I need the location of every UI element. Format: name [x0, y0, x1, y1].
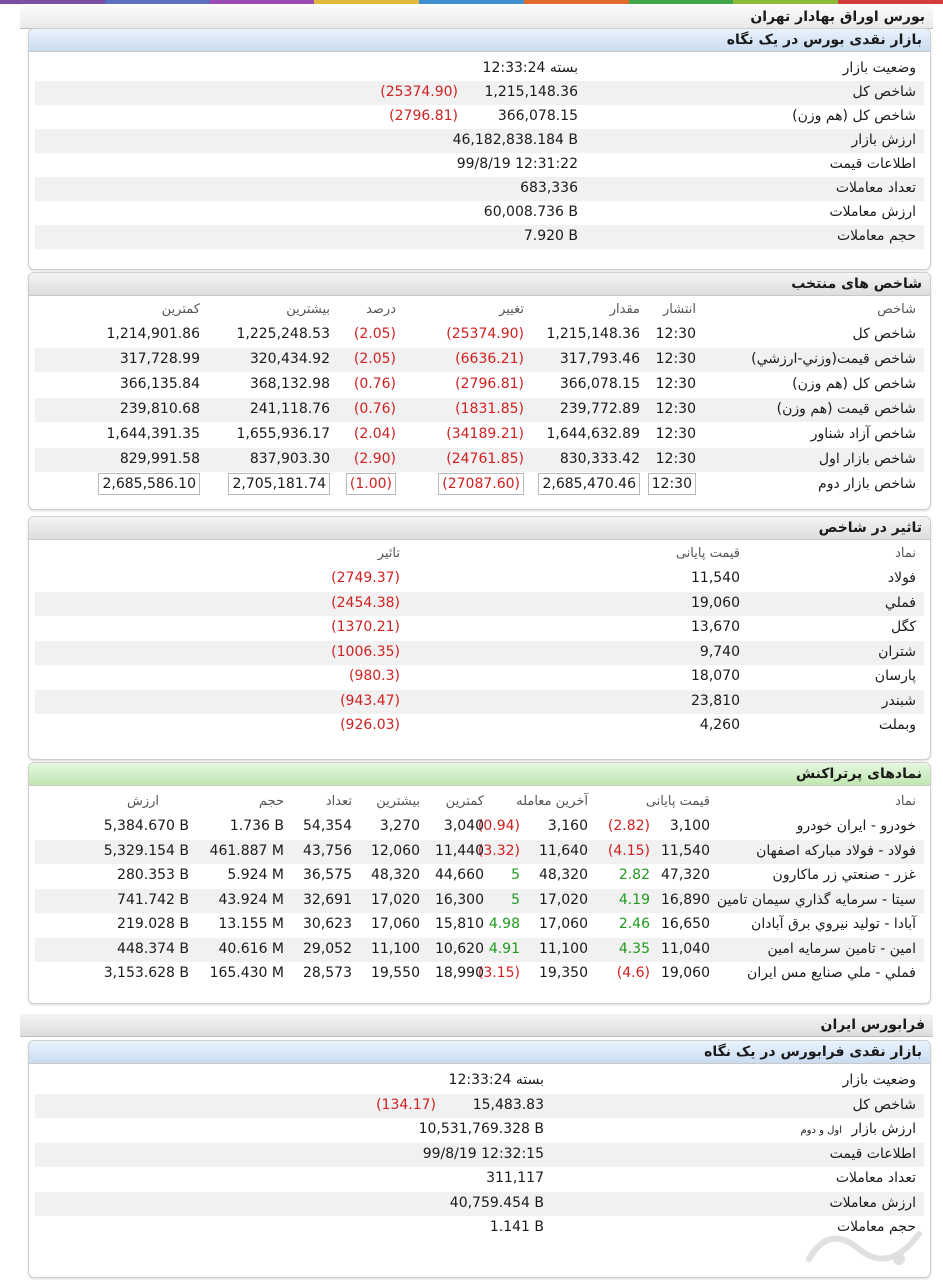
- index-high: 368,132.98: [249, 376, 330, 392]
- index-percent: (2.90): [353, 451, 396, 467]
- col-header-value: مقدار: [609, 302, 640, 317]
- farabourse-change: (134.17): [376, 1096, 436, 1113]
- farabourse-summary-title: بازار نقدی فرابورس در یک نگاه: [704, 1044, 922, 1060]
- index-percent: (2.04): [353, 426, 396, 442]
- index-change: (24761.85): [446, 451, 524, 467]
- col-header-high: بیشترین: [376, 794, 420, 809]
- index-low: 317,728.99: [119, 351, 200, 367]
- farabourse-value: 15,483.83: [472, 1096, 544, 1113]
- index-percent: (0.76): [353, 401, 396, 417]
- index-value: 239,772.89: [559, 401, 640, 417]
- index-change: (25374.90): [446, 326, 524, 342]
- active-close-change: 2.46: [618, 916, 650, 932]
- index-row: [35, 373, 924, 397]
- index-value: 830,333.42: [559, 451, 640, 467]
- impact-value: (2454.38): [331, 594, 400, 611]
- col-header-change: تغییر: [499, 302, 524, 317]
- farabourse-label: تعداد معاملات: [835, 1170, 916, 1186]
- active-value: 3,153.628 B: [103, 965, 189, 981]
- selected-indices-header: [29, 273, 930, 296]
- summary-label: تعداد معاملات: [835, 180, 916, 196]
- col-header-value: ارزش: [126, 794, 159, 809]
- active-close-price: 47,320: [661, 867, 710, 883]
- farabourse-value: 1.141 B: [489, 1219, 544, 1235]
- market-summary-title: بازار نقدی بورس در یک نگاه: [726, 32, 922, 48]
- index-high: 2,705,181.74: [228, 473, 330, 495]
- farabourse-title: فرابورس ایران: [820, 1017, 925, 1033]
- index-low: 1,644,391.35: [106, 426, 200, 442]
- summary-row: [35, 201, 924, 225]
- farabourse-value: 99/8/19 12:32:15: [422, 1145, 544, 1162]
- index-low: 239,810.68: [119, 401, 200, 417]
- impact-value: (2749.37): [331, 570, 400, 586]
- farabourse-row: [35, 1118, 924, 1142]
- index-time: 12:30: [655, 376, 696, 392]
- col-header-last-trade: آخرین معامله: [516, 794, 588, 809]
- index-name: شاخص کل: [852, 326, 916, 342]
- index-low: 2,685,586.10: [98, 473, 200, 495]
- farabourse-summary-header: [29, 1041, 930, 1064]
- active-last-change: 5: [511, 867, 520, 883]
- farabourse-value: 40,759.454 B: [449, 1194, 544, 1211]
- impact-value: (980.3): [348, 668, 400, 684]
- active-count: 43,756: [303, 842, 352, 859]
- active-header-row: [35, 791, 924, 815]
- active-value: 448.374 B: [117, 940, 189, 957]
- active-last-change: (0.94): [477, 818, 520, 834]
- farabourse-label: حجم معاملات: [836, 1219, 916, 1235]
- active-close-price: 16,890: [661, 891, 710, 908]
- summary-value: 683,336: [520, 180, 578, 196]
- watermark-logo: [799, 1214, 929, 1274]
- impact-row: [35, 567, 924, 591]
- active-low: 10,620: [435, 940, 484, 957]
- selected-indices-panel: [28, 272, 931, 510]
- index-change: (27087.60): [438, 473, 524, 495]
- impact-value: (1006.35): [331, 643, 400, 660]
- summary-label: حجم معاملات: [836, 228, 916, 244]
- summary-value: 1,215,148.36: [484, 84, 578, 100]
- index-value: 317,793.46: [559, 351, 640, 367]
- active-row[interactable]: [35, 962, 924, 986]
- impact-close-price: 13,670: [691, 619, 740, 635]
- active-high: 3,270: [379, 818, 420, 834]
- col-header-impact: تاثیر: [377, 546, 400, 561]
- col-header-symbol: نماد: [895, 546, 916, 561]
- active-high: 19,550: [371, 965, 420, 981]
- active-row[interactable]: [35, 938, 924, 962]
- farabourse-row: [35, 1094, 924, 1118]
- active-value: 280.353 B: [117, 867, 189, 883]
- index-high: 1,655,936.17: [236, 426, 330, 442]
- active-row[interactable]: [35, 913, 924, 937]
- active-close-price: 3,100: [669, 818, 710, 834]
- col-header-low: کمترین: [445, 794, 484, 809]
- index-impact-header: [29, 517, 930, 540]
- col-header-time: انتشار: [663, 302, 696, 317]
- summary-label: اطلاعات قیمت: [829, 156, 916, 172]
- index-value: 366,078.15: [559, 376, 640, 392]
- index-row: [35, 323, 924, 347]
- index-percent: (2.05): [353, 351, 396, 367]
- active-close-change: 2.82: [618, 867, 650, 883]
- top-color-strip: [0, 0, 943, 4]
- active-volume: 43.924 M: [218, 891, 284, 908]
- active-count: 36,575: [303, 867, 352, 883]
- active-count: 30,623: [303, 916, 352, 932]
- impact-close-price: 4,260: [699, 717, 740, 733]
- active-row[interactable]: [35, 815, 924, 839]
- active-high: 12,060: [371, 842, 420, 859]
- farabourse-row: [35, 1069, 924, 1093]
- index-name: شاخص قیمت(وزني-ارزشي): [751, 351, 916, 367]
- summary-value: 60,008.736 B: [483, 204, 578, 220]
- col-header-high: بیشترین: [286, 302, 330, 317]
- farabourse-label: اطلاعات قیمت: [829, 1145, 916, 1162]
- active-symbol: سيتا - سرمايه گذاري سيمان تامين: [716, 891, 916, 908]
- index-name: شاخص کل (هم وزن): [792, 376, 916, 392]
- impact-close-price: 19,060: [691, 594, 740, 611]
- farabourse-section-header: [20, 1014, 933, 1037]
- impact-value: (943.47): [340, 692, 400, 709]
- active-symbol: امين - تامين سرمايه امين: [767, 940, 916, 957]
- index-name: شاخص قیمت (هم وزن): [776, 401, 916, 417]
- active-row[interactable]: [35, 840, 924, 864]
- index-high: 837,903.30: [249, 451, 330, 467]
- index-change: (2796.81): [455, 376, 524, 392]
- impact-row: [35, 616, 924, 640]
- active-last-trade: 3,160: [547, 818, 588, 834]
- active-close-change: (4.15): [607, 842, 650, 859]
- active-last-change: (3.32): [477, 842, 520, 859]
- index-high: 320,434.92: [249, 351, 330, 367]
- farabourse-value: 311,117: [486, 1170, 544, 1186]
- most-active-panel: [28, 762, 931, 1004]
- impact-close-price: 9,740: [699, 643, 740, 660]
- market-summary-panel: [28, 28, 931, 270]
- active-symbol: فملي - ملي صنايع مس ايران: [747, 965, 916, 981]
- active-last-trade: 17,060: [539, 916, 588, 932]
- index-low: 1,214,901.86: [106, 326, 200, 342]
- impact-symbol: شبندر: [881, 692, 916, 709]
- index-value: 1,215,148.36: [546, 326, 640, 342]
- impact-row: [35, 592, 924, 616]
- summary-label: شاخص کل (هم وزن): [792, 108, 916, 124]
- active-close-price: 19,060: [661, 965, 710, 981]
- farabourse-summary-panel: [28, 1040, 931, 1278]
- index-time: 12:30: [648, 473, 696, 495]
- col-header-low: کمترین: [161, 302, 200, 317]
- selected-indices-title: شاخص های منتخب: [791, 276, 922, 292]
- page-title: بورس اوراق بهادار تهران: [750, 9, 925, 25]
- summary-label: ارزش بازار: [851, 132, 916, 148]
- summary-value: بسته 12:33:24: [482, 60, 578, 76]
- index-change: (1831.85): [455, 401, 524, 417]
- index-change: (34189.21): [446, 426, 524, 442]
- active-high: 11,100: [371, 940, 420, 957]
- index-row: [35, 423, 924, 447]
- impact-value: (1370.21): [331, 619, 400, 635]
- impact-row: [35, 641, 924, 665]
- farabourse-label-note: اول و دوم: [800, 1125, 842, 1136]
- summary-row: [35, 105, 924, 129]
- index-high: 241,118.76: [249, 401, 330, 417]
- active-value: 5,329.154 B: [103, 842, 189, 859]
- active-value: 5,384.670 B: [103, 818, 189, 834]
- col-header-close-price: قیمت پایانی: [675, 546, 740, 561]
- active-close-change: (2.82): [607, 818, 650, 834]
- active-low: 11,440: [435, 842, 484, 859]
- active-volume: 1.736 B: [229, 818, 284, 834]
- impact-symbol: وبملت: [878, 717, 916, 733]
- active-close-price: 11,040: [661, 940, 710, 957]
- farabourse-row: [35, 1167, 924, 1191]
- farabourse-value: 10,531,769.328 B: [418, 1121, 544, 1137]
- index-percent: (1.00): [346, 473, 396, 495]
- active-count: 29,052: [303, 940, 352, 957]
- active-value: 741.742 B: [117, 891, 189, 908]
- index-time: 12:30: [655, 326, 696, 342]
- active-close-change: 4.35: [618, 940, 650, 957]
- summary-change: (2796.81): [389, 108, 458, 124]
- summary-row: [35, 81, 924, 105]
- index-high: 1,225,248.53: [236, 326, 330, 342]
- active-close-price: 16,650: [661, 916, 710, 932]
- impact-symbol: فملي: [884, 594, 916, 611]
- active-last-change: (3.15): [477, 965, 520, 981]
- impact-close-price: 23,810: [691, 692, 740, 709]
- summary-label: شاخص کل: [852, 84, 916, 100]
- summary-row: [35, 177, 924, 201]
- farabourse-label: ارزش معاملات: [829, 1194, 916, 1211]
- col-header-volume: حجم: [258, 794, 284, 809]
- index-row: [35, 473, 924, 497]
- active-low: 44,660: [435, 867, 484, 883]
- col-header-percent: درصد: [366, 302, 396, 317]
- active-last-trade: 11,640: [539, 842, 588, 859]
- farabourse-row: [35, 1143, 924, 1167]
- active-symbol: فولاد - فولاد مبارکه اصفهان: [756, 842, 916, 859]
- active-volume: 40.616 M: [218, 940, 284, 957]
- index-name: شاخص آزاد شناور: [810, 426, 916, 442]
- most-active-title: نمادهای پرتراکنش: [795, 766, 922, 782]
- index-time: 12:30: [655, 351, 696, 367]
- impact-value: (926.03): [340, 717, 400, 733]
- col-header-index: شاخص: [877, 302, 916, 317]
- summary-label: ارزش معاملات: [829, 204, 916, 220]
- page-header: [20, 6, 933, 29]
- active-row[interactable]: [35, 864, 924, 888]
- summary-value: 99/8/19 12:31:22: [456, 156, 578, 172]
- active-volume: 5.924 M: [227, 867, 284, 883]
- index-change: (6636.21): [455, 351, 524, 367]
- index-impact-panel: [28, 516, 931, 760]
- col-header-symbol: نماد: [895, 794, 916, 809]
- summary-value: 7.920 B: [523, 228, 578, 244]
- summary-row: [35, 129, 924, 153]
- index-name: شاخص بازار دوم: [818, 476, 916, 492]
- most-active-header: [29, 763, 930, 786]
- index-percent: (0.76): [353, 376, 396, 392]
- active-value: 219.028 B: [117, 916, 189, 932]
- active-volume: 165.430 M: [209, 965, 284, 981]
- active-last-trade: 19,350: [539, 965, 588, 981]
- impact-symbol: فولاد: [887, 570, 916, 586]
- active-last-change: 4.98: [488, 916, 520, 932]
- farabourse-row: [35, 1192, 924, 1216]
- col-header-close-price: قیمت پایانی: [645, 794, 710, 809]
- active-high: 17,060: [371, 916, 420, 932]
- summary-row: [35, 57, 924, 81]
- active-low: 3,040: [443, 818, 484, 834]
- index-percent: (2.05): [353, 326, 396, 342]
- impact-close-price: 18,070: [691, 668, 740, 684]
- summary-value: 366,078.15: [497, 108, 578, 124]
- col-header-count: تعداد: [325, 794, 352, 809]
- index-time: 12:30: [655, 451, 696, 467]
- index-time: 12:30: [655, 426, 696, 442]
- active-last-trade: 17,020: [539, 891, 588, 908]
- summary-change: (25374.90): [380, 84, 458, 100]
- active-count: 32,691: [303, 891, 352, 908]
- active-symbol: آبادا - توليد نيروي برق آبادان: [751, 916, 916, 932]
- summary-row: [35, 225, 924, 249]
- active-last-trade: 11,100: [539, 940, 588, 957]
- active-count: 54,354: [303, 818, 352, 834]
- farabourse-label: شاخص کل: [852, 1096, 916, 1113]
- index-name: شاخص بازار اول: [818, 451, 916, 467]
- active-volume: 13.155 M: [218, 916, 284, 932]
- active-high: 17,020: [371, 891, 420, 908]
- impact-row: [35, 665, 924, 689]
- index-value: 2,685,470.46: [538, 473, 640, 495]
- indices-header-row: [35, 299, 924, 323]
- impact-symbol: کگل: [891, 619, 916, 635]
- farabourse-label: ارزش بازار: [851, 1121, 916, 1137]
- active-symbol: غزر - صنعتي زر ماکارون: [772, 867, 916, 883]
- active-close-price: 11,540: [661, 842, 710, 859]
- active-symbol: خودرو - ایران خودرو: [796, 818, 916, 834]
- active-last-change: 4.91: [488, 940, 520, 957]
- impact-symbol: شتران: [878, 643, 916, 660]
- active-row[interactable]: [35, 889, 924, 913]
- farabourse-row: [35, 1216, 924, 1240]
- index-time: 12:30: [655, 401, 696, 417]
- active-low: 18,990: [435, 965, 484, 981]
- index-row: [35, 348, 924, 372]
- active-close-change: 4.19: [618, 891, 650, 908]
- impact-row: [35, 690, 924, 714]
- active-count: 28,573: [303, 965, 352, 981]
- active-low: 15,810: [435, 916, 484, 932]
- active-last-change: 5: [511, 891, 520, 908]
- index-low: 366,135.84: [119, 376, 200, 392]
- active-last-trade: 48,320: [539, 867, 588, 883]
- index-row: [35, 398, 924, 422]
- summary-value: 46,182,838.184 B: [452, 132, 578, 148]
- active-close-change: (4.6): [616, 965, 650, 981]
- index-row: [35, 448, 924, 472]
- farabourse-label: وضعیت بازار: [842, 1072, 916, 1088]
- impact-symbol: پارسان: [874, 668, 916, 684]
- impact-row: [35, 714, 924, 738]
- index-value: 1,644,632.89: [546, 426, 640, 442]
- farabourse-value: بسته 12:33:24: [448, 1072, 544, 1088]
- impact-header-row: [35, 543, 924, 567]
- active-volume: 461.887 M: [209, 842, 284, 859]
- market-summary-header: [29, 29, 930, 52]
- active-low: 16,300: [435, 891, 484, 908]
- summary-label: وضعیت بازار: [842, 60, 916, 76]
- active-high: 48,320: [371, 867, 420, 883]
- summary-row: [35, 153, 924, 177]
- impact-close-price: 11,540: [691, 570, 740, 586]
- index-impact-title: تاثیر در شاخص: [818, 520, 922, 536]
- index-low: 829,991.58: [119, 451, 200, 467]
